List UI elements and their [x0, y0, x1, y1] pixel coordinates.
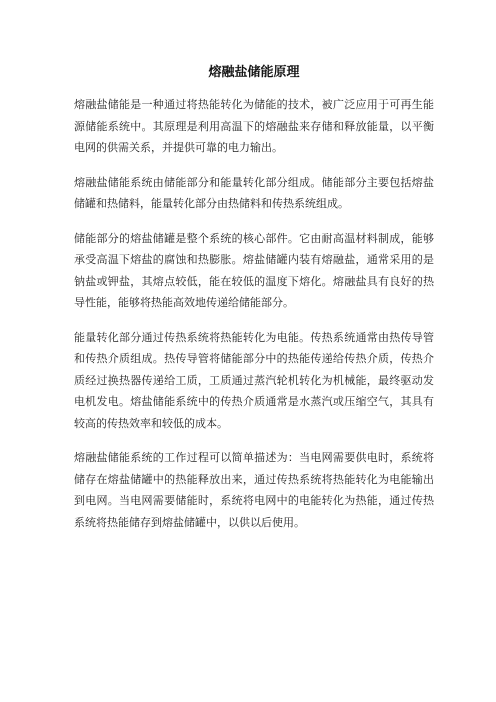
document-title: 熔融盐储能原理	[208, 65, 300, 80]
paragraph-intro: 熔融盐储能是一种通过将热能转化为储能的技术，被广泛应用于可再生能源储能系统中。其原理是利用高温下的熔融盐来存储和释放能量，以平衡电网的供需关系，并提供可靠的电力输出。	[74, 98, 434, 154]
paragraph-salt-tank: 储能部分的熔盐储罐是整个系统的核心部件。它由耐高温材料制成，能够承受高温下熔盐的腐蚀和热膨胀。熔盐储罐内装有熔融盐，通常采用的是钠盐或钾盐，其熔点较低，能在较低的温度下熔化。熔融盐具有良好的热导性能，能够将热能高效地传递给储能部分。	[74, 231, 434, 309]
paragraph-energy-conversion: 能量转化部分通过传热系统将热能转化为电能。传热系统通常由热传导管和传热介质组成。热传导管将储能部分中的热能传递给传热介质，传热介质经过换热器传递给工质，工质通过蒸汽轮机转化为机械能，最终驱动发电机发电。熔盐储能系统中的传热介质通常是水蒸汽或压缩空气，其具有较高的传热效率和较低的成本。	[74, 330, 434, 430]
paragraph-working-process: 熔融盐储能系统的工作过程可以简单描述为：当电网需要供电时，系统将储存在熔盐储罐中的热能释放出来，通过传热系统将热能转化为电能输出到电网。当电网需要储能时，系统将电网中的电能转化为热能，通过传热系统将热能储存到熔盐储罐中，以供以后使用。	[74, 451, 434, 529]
paragraph-system-composition: 熔融盐储能系统由储能部分和能量转化部分组成。储能部分主要包括熔盐储罐和热储料，能量转化部分由热储料和传热系统组成。	[74, 175, 434, 210]
